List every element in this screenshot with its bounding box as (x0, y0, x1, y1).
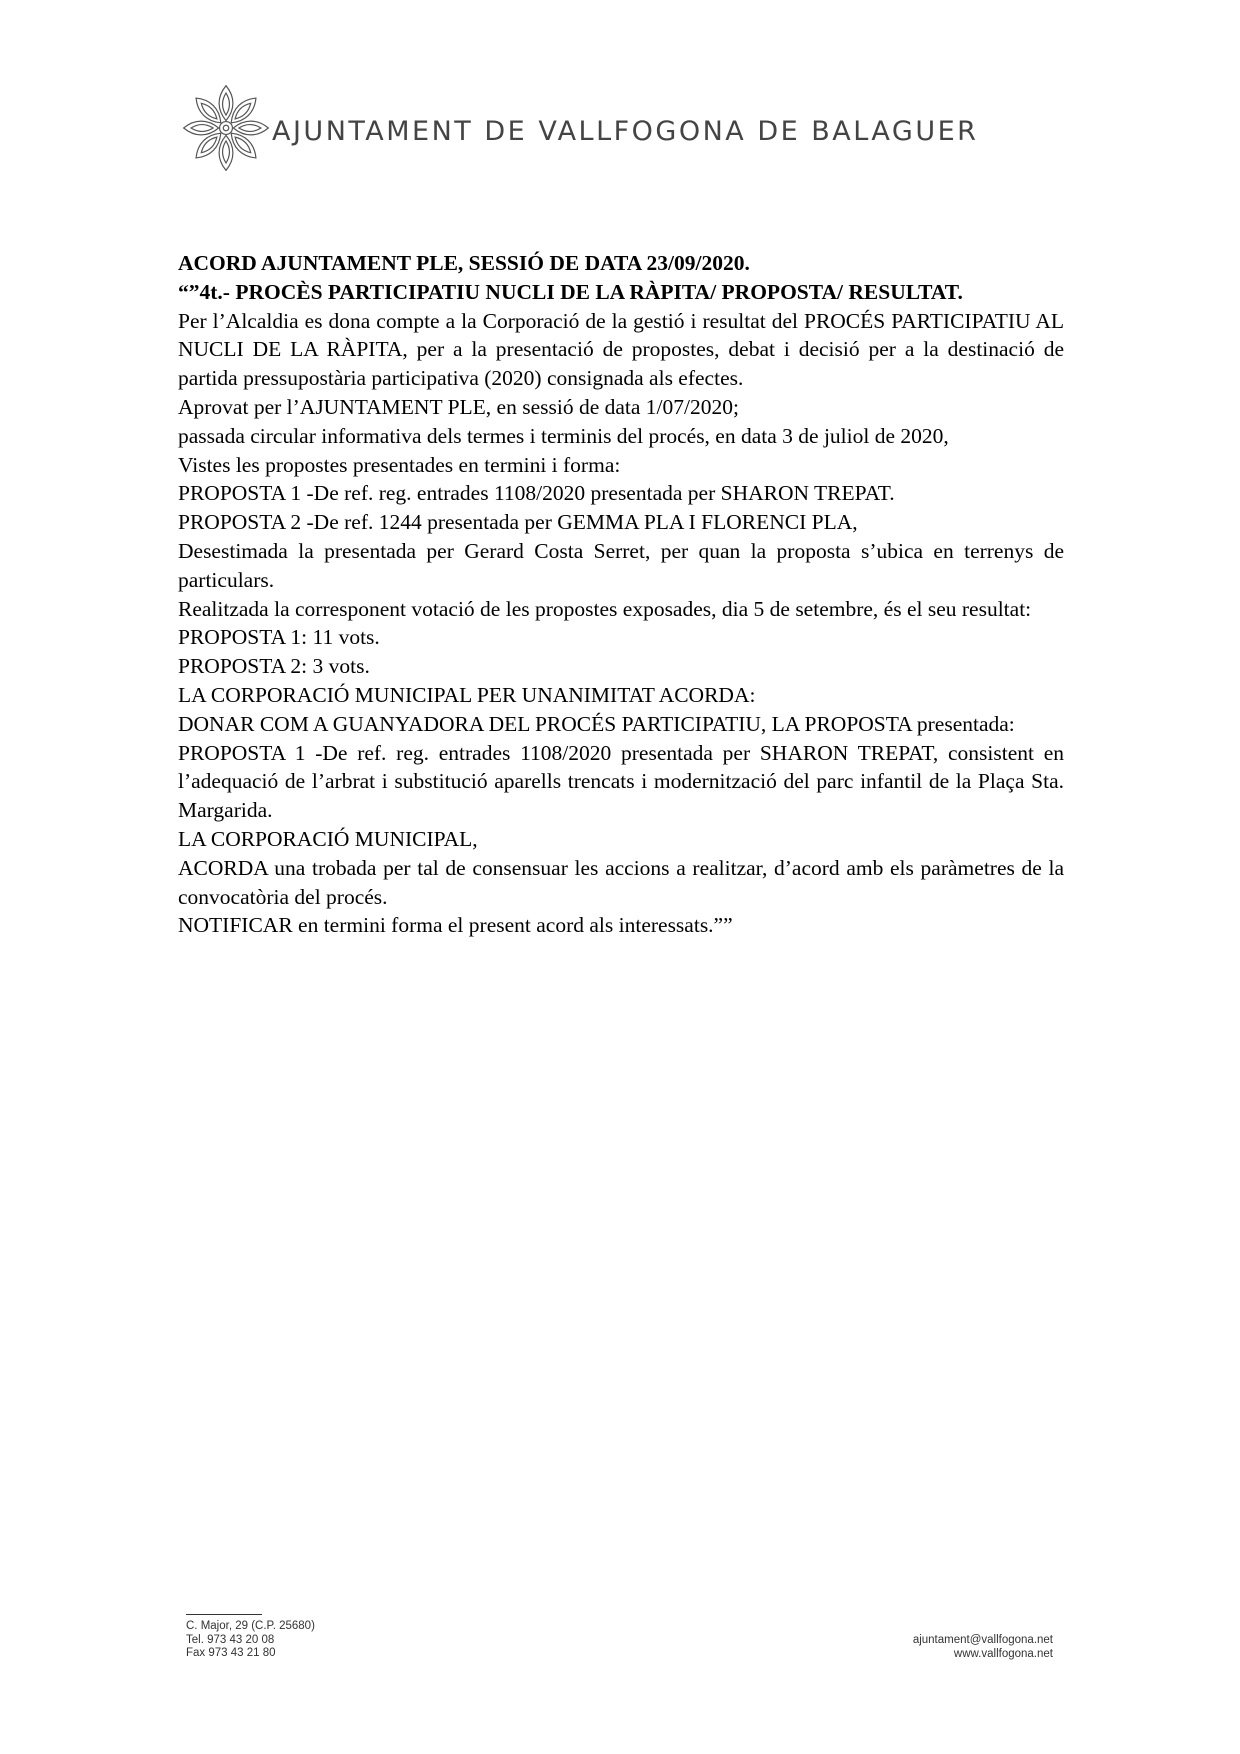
footer-email: ajuntament@vallfogona.net (912, 1634, 1053, 1646)
paragraph: NOTIFICAR en termini forma el present acord als interessats.”” (178, 913, 733, 938)
paragraph: Per l’Alcaldia es dona compte a la Corporació de la gestió i resultat del PROCÉS PARTICIPATIU AL NUCLI DE LA RÀPITA, per a la presentació de propostes, debat i decisió per a la destinació de partida pressupostària participativa (2020) consignada als efectes. (178, 308, 1064, 391)
footer-web: www.vallfogona.net (953, 1647, 1053, 1660)
letterhead (180, 82, 1080, 182)
footer-divider (186, 1614, 262, 1615)
paragraph: Desestimada la presentada per Gerard Costa Serret, per quan la proposta s’ubica en terrenys de particulars. (178, 538, 1064, 592)
paragraph: PROPOSTA 2: 3 vots. (178, 654, 370, 679)
paragraph: LA CORPORACIÓ MUNICIPAL PER UNANIMITAT ACORDA: (178, 682, 756, 707)
footer-address: C. Major, 29 (C.P. 25680) (186, 1620, 315, 1632)
footer-contact (186, 1620, 315, 1661)
document-subtitle: “”4t.- PROCÈS PARTICIPATIU NUCLI DE LA RÀPITA/ PROPOSTA/ RESULTAT. (178, 279, 963, 304)
star-rosette-icon (180, 82, 272, 174)
paragraph: PROPOSTA 1: 11 vots. (178, 625, 380, 650)
document-title: ACORD AJUNTAMENT PLE, SESSIÓ DE DATA 23/09/2020. (178, 251, 750, 275)
footer-fax: Fax 973 43 21 80 (186, 1647, 276, 1659)
paragraph: PROPOSTA 2 -De ref. 1244 presentada per GEMMA PLA I FLORENCI PLA, (178, 510, 858, 535)
paragraph: Vistes les propostes presentades en termini i forma: (178, 452, 621, 477)
paragraph: passada circular informativa dels termes i terminis del procés, en data 3 de juliol de 2020, (178, 423, 949, 448)
footer-online (913, 1634, 1053, 1661)
paragraph: LA CORPORACIÓ MUNICIPAL, (178, 826, 478, 851)
paragraph: Aprovat per l’AJUNTAMENT PLE, en sessió de data 1/07/2020; (178, 394, 739, 419)
organization-name: AJUNTAMENT DE VALLFOGONA DE BALAGUER (272, 116, 979, 147)
document-body (178, 249, 1064, 940)
footer-tel: Tel. 973 43 20 08 (186, 1633, 275, 1646)
paragraph: DONAR COM A GUANYADORA DEL PROCÉS PARTICIPATIU, LA PROPOSTA presentada: (178, 711, 1015, 736)
paragraph: PROPOSTA 1 -De ref. reg. entrades 1108/2020 presentada per SHARON TREPAT, consistent en l’adequació de l’arbrat i substitució aparells trencats i modernització del parc infantil de la Plaça Sta. Margarida. (178, 740, 1064, 823)
paragraph: Realitzada la corresponent votació de les propostes exposades, dia 5 de setembre, és el seu resultat: (178, 596, 1032, 621)
paragraph: ACORDA una trobada per tal de consensuar les accions a realitzar, d’acord amb els paràmetres de la convocatòria del procés. (178, 855, 1064, 909)
paragraph: PROPOSTA 1 -De ref. reg. entrades 1108/2020 presentada per SHARON TREPAT. (178, 481, 895, 506)
